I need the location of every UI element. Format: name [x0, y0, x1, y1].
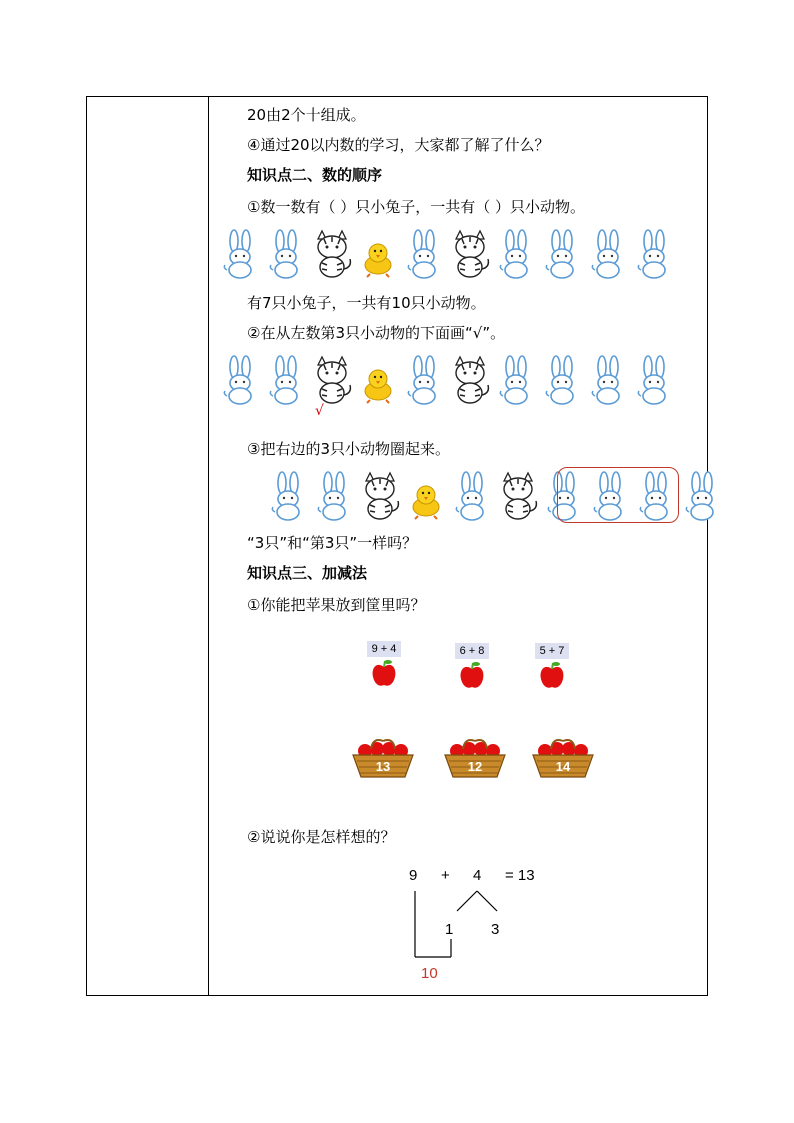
check-mark: √: [315, 403, 324, 419]
animal-row-1: [217, 229, 677, 279]
basket-number: 13: [375, 759, 391, 774]
math-split1: 1: [445, 921, 454, 938]
lesson-table: [86, 96, 708, 996]
circle-highlight: [557, 467, 679, 523]
tiger-icon[interactable]: [357, 471, 403, 521]
rabbit-icon[interactable]: [217, 229, 263, 279]
apple-card-2[interactable]: [447, 639, 497, 691]
text-line-3: ①数一数有（ ）只小兔子，一共有（ ）只小动物。: [247, 198, 585, 216]
rabbit-icon[interactable]: [449, 471, 495, 521]
chick-icon[interactable]: [355, 355, 401, 405]
apple-icon: [538, 661, 566, 691]
rabbit-icon[interactable]: [493, 355, 539, 405]
tiger-icon[interactable]: [447, 229, 493, 279]
content-cell: [209, 97, 707, 995]
apple-card-3[interactable]: [527, 639, 577, 691]
basket-14[interactable]: [531, 737, 595, 781]
text-line-6: ③把右边的3只小动物圈起来。: [247, 440, 450, 458]
tiger-icon[interactable]: [309, 355, 355, 405]
rabbit-icon[interactable]: [401, 229, 447, 279]
text-line-9: ②说说你是怎样想的？: [247, 828, 396, 846]
rabbit-icon[interactable]: [539, 229, 585, 279]
rabbit-icon[interactable]: [585, 355, 631, 405]
apple-equation: 9 + 4: [367, 641, 402, 657]
rabbit-icon[interactable]: [585, 229, 631, 279]
rabbit-icon[interactable]: [263, 355, 309, 405]
apple-equation: 6 + 8: [455, 643, 490, 659]
rabbit-icon[interactable]: [493, 229, 539, 279]
text-line-4: 有7只小兔子，一共有10只小动物。: [247, 294, 486, 312]
math-result: = 13: [505, 867, 535, 884]
heading-addsub: 知识点三、加减法: [247, 564, 368, 582]
basket-12[interactable]: [443, 737, 507, 781]
math-plus: +: [441, 867, 450, 884]
animal-row-2: [217, 355, 677, 405]
tiger-icon[interactable]: [309, 229, 355, 279]
rabbit-icon[interactable]: [217, 355, 263, 405]
text-line-8: ①你能把苹果放到筐里吗？: [247, 596, 426, 614]
rabbit-icon[interactable]: [631, 229, 677, 279]
math-ten: 10: [421, 965, 438, 982]
tiger-icon[interactable]: [495, 471, 541, 521]
rabbit-icon[interactable]: [679, 471, 725, 521]
rabbit-icon[interactable]: [631, 355, 677, 405]
math-n1: 9: [409, 867, 418, 884]
basket-number: 14: [555, 759, 571, 774]
basket-13[interactable]: [351, 737, 415, 781]
basket-number: 12: [467, 759, 483, 774]
rabbit-icon[interactable]: [539, 355, 585, 405]
chick-icon[interactable]: [355, 229, 401, 279]
rabbit-icon[interactable]: [265, 471, 311, 521]
apple-icon: [458, 661, 486, 691]
text-line-2: ④通过20以内数的学习，大家都了解了什么？: [247, 136, 550, 154]
heading-order: 知识点二、数的顺序: [247, 166, 383, 184]
text-line-7: “3只”和“第3只”一样吗？: [247, 534, 418, 552]
math-split2: 3: [491, 921, 500, 938]
text-line-1: 20由2个十组成。: [247, 106, 366, 124]
rabbit-icon[interactable]: [263, 229, 309, 279]
chick-icon[interactable]: [403, 471, 449, 521]
rabbit-icon[interactable]: [311, 471, 357, 521]
tiger-icon[interactable]: [447, 355, 493, 405]
text-line-5: ②在从左数第3只小动物的下面画“√”。: [247, 324, 506, 342]
apple-card-1[interactable]: [359, 637, 409, 689]
math-n2: 4: [473, 867, 482, 884]
apple-icon: [370, 659, 398, 689]
rabbit-icon[interactable]: [401, 355, 447, 405]
apple-equation: 5 + 7: [535, 643, 570, 659]
